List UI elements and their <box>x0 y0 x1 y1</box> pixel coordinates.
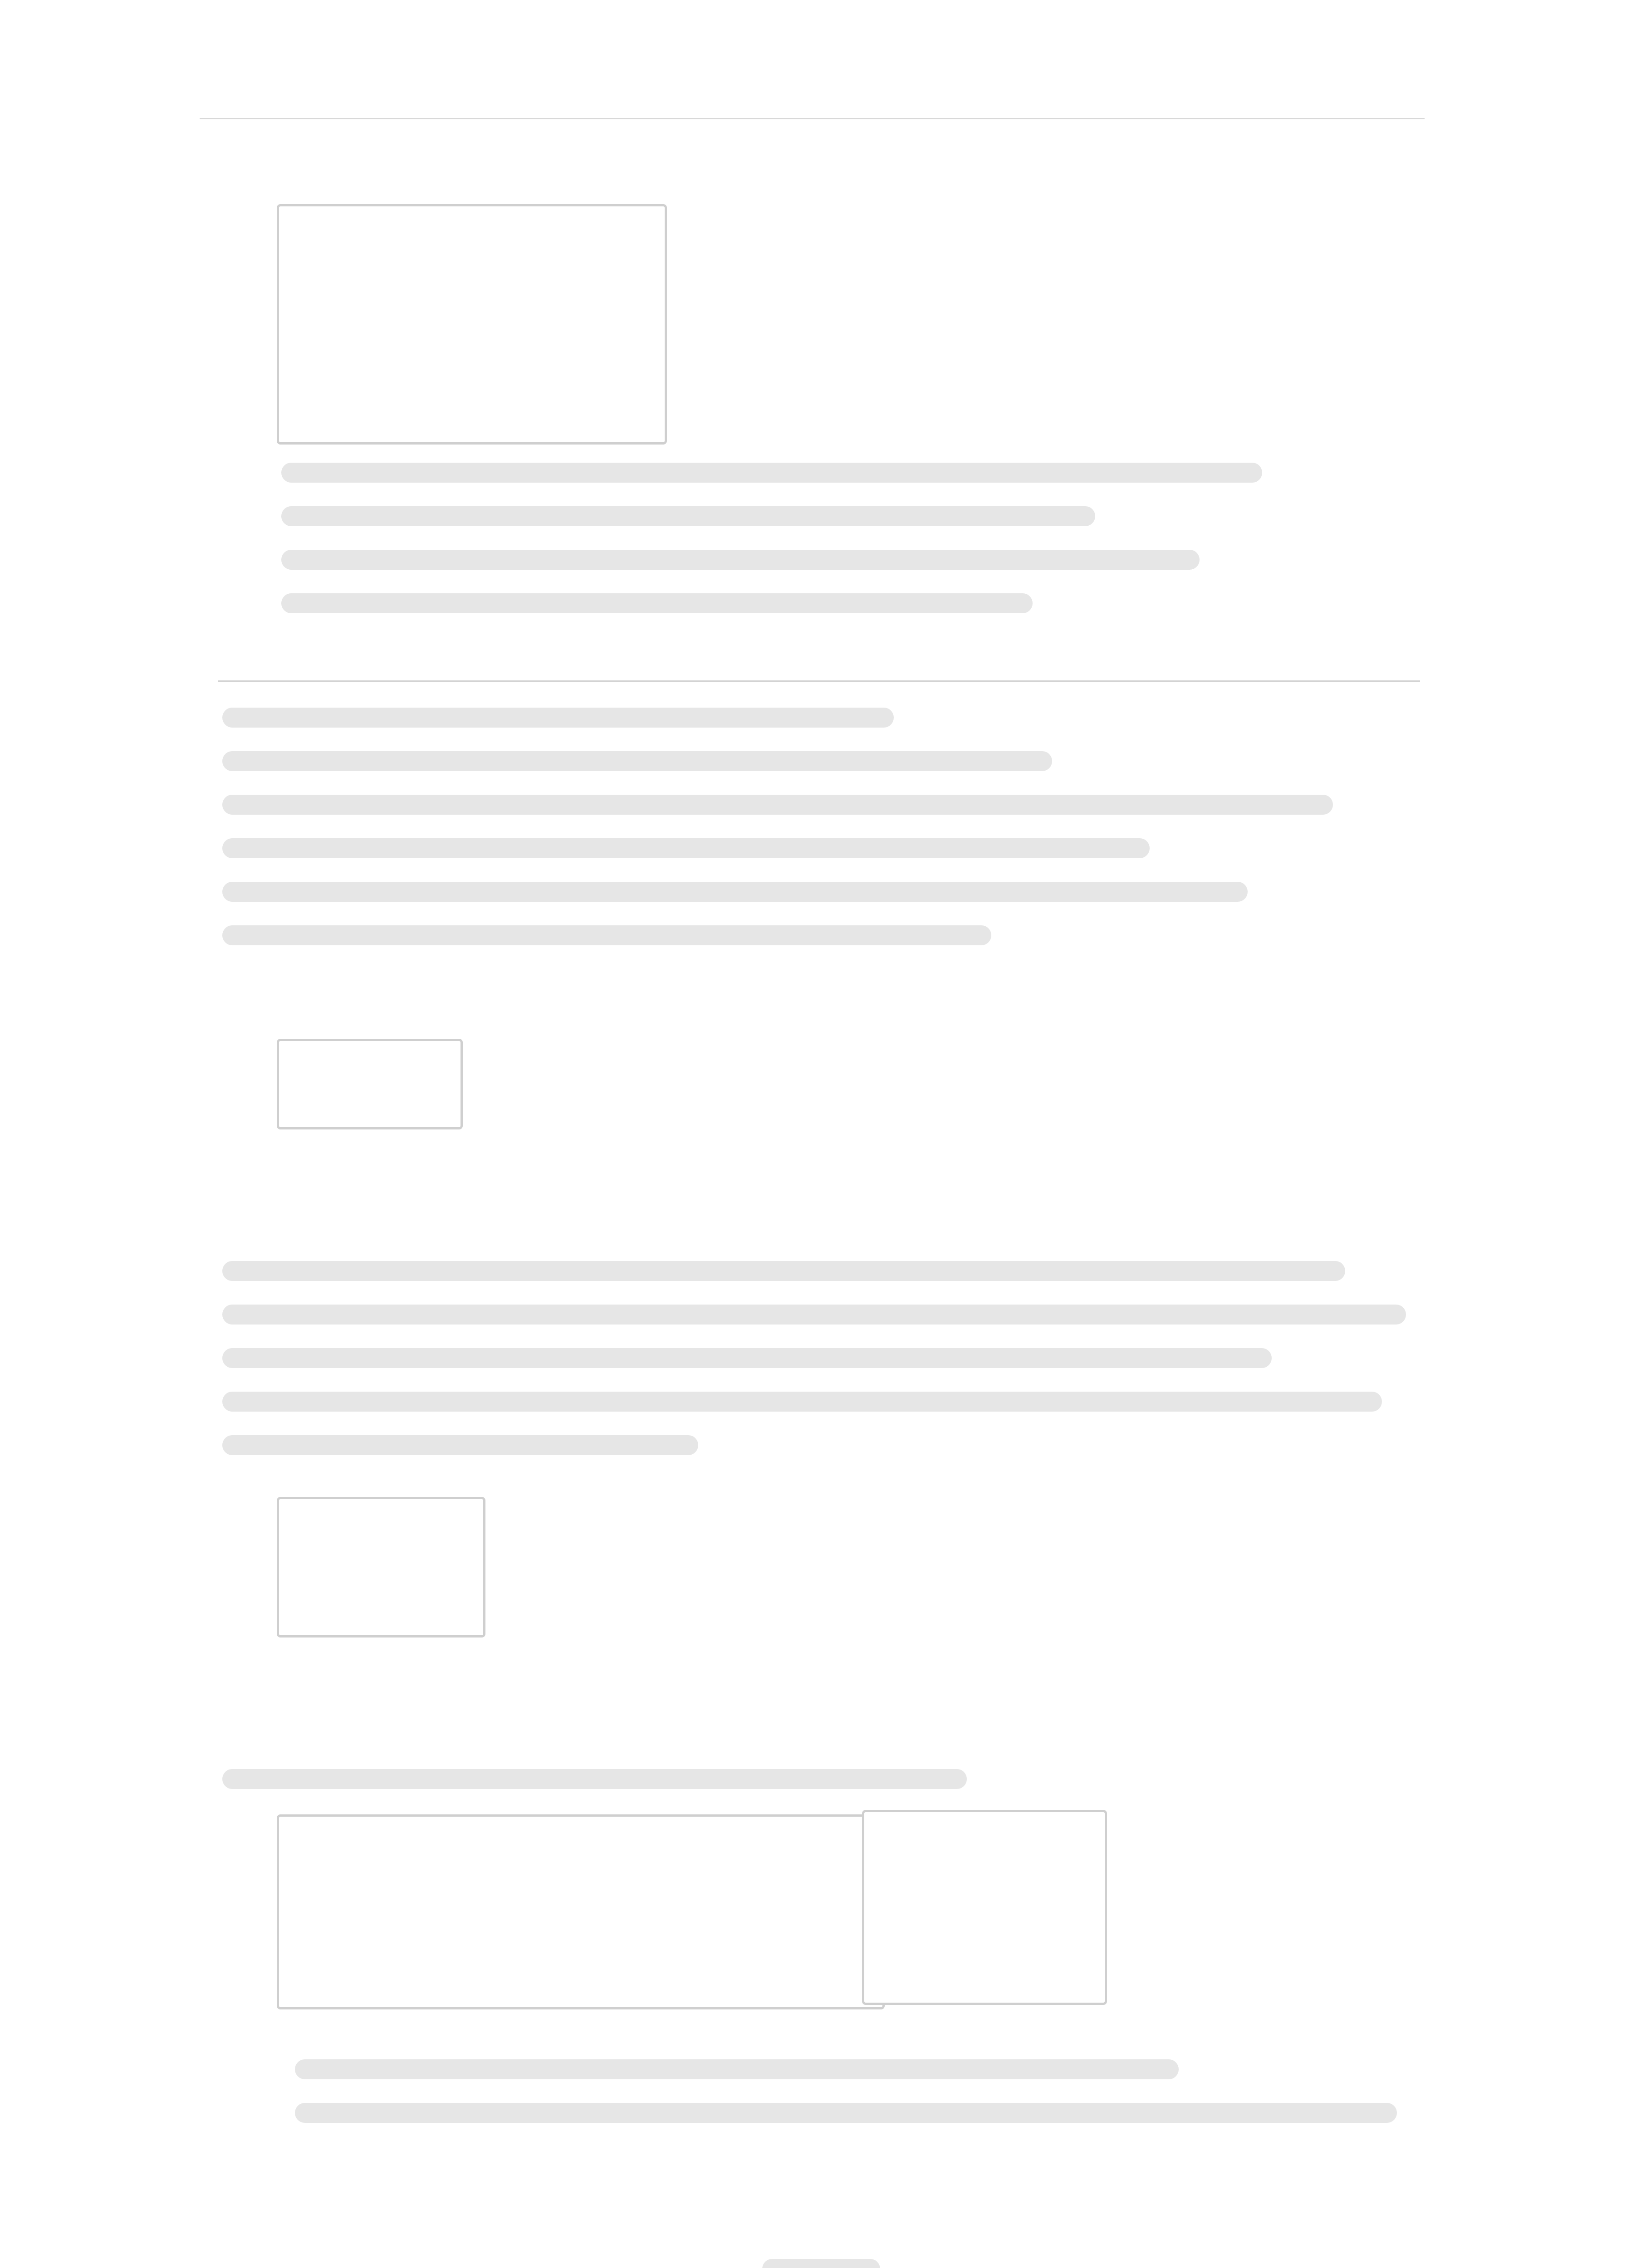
text-line <box>222 1392 1382 1412</box>
text-line <box>281 463 1262 483</box>
figure-area-circuit <box>277 1814 885 2009</box>
section-divider <box>218 680 1420 682</box>
text-line <box>281 593 1033 613</box>
figure-area-lower <box>277 1497 485 1637</box>
text-line <box>222 795 1333 815</box>
page-footer <box>762 2259 880 2268</box>
text-block-bottom <box>222 1769 1443 1789</box>
text-line <box>222 882 1248 902</box>
text-line <box>222 838 1150 858</box>
figure-area-graph <box>862 1810 1107 2005</box>
text-line <box>222 751 1052 771</box>
text-line <box>295 2059 1179 2079</box>
text-line <box>222 1261 1345 1281</box>
text-block-lower <box>222 1261 1443 1455</box>
text-line <box>222 708 894 728</box>
text-line <box>281 506 1095 526</box>
text-line <box>295 2103 1397 2123</box>
text-line <box>222 925 991 945</box>
text-block-middle <box>222 708 1443 945</box>
text-line <box>222 1305 1406 1325</box>
text-line <box>281 550 1200 570</box>
text-line <box>222 1348 1272 1368</box>
text-block-top <box>281 463 1325 613</box>
figure-area-middle <box>277 1039 463 1129</box>
text-line <box>222 1769 967 1789</box>
figure-area-top <box>277 204 667 445</box>
page-header <box>200 100 1425 119</box>
text-block-final <box>295 2059 1443 2123</box>
text-line <box>222 1435 698 1455</box>
